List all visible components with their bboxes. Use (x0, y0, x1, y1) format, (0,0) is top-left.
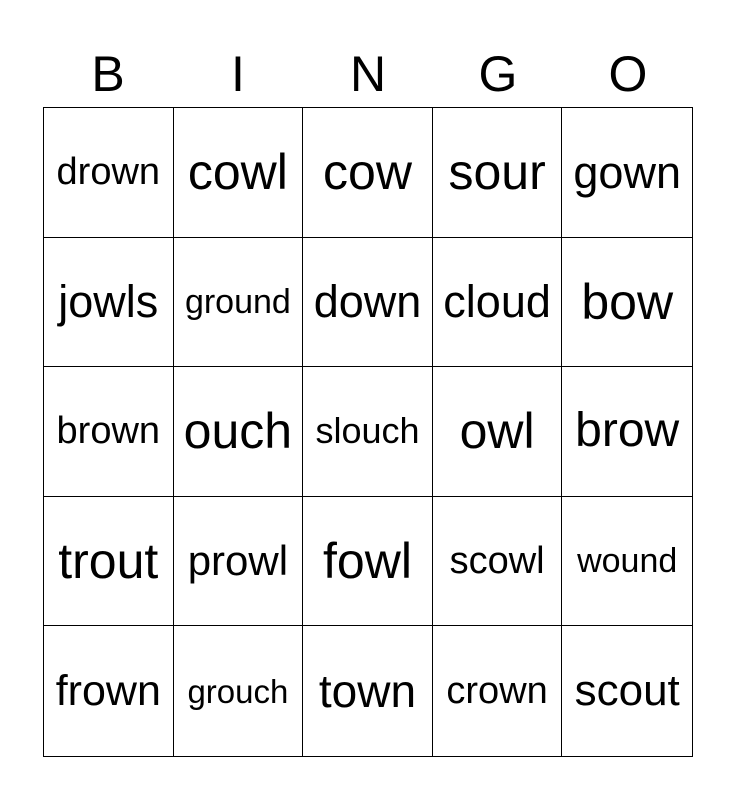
cell-word: ground (184, 282, 291, 321)
cell-word: scout (574, 666, 680, 716)
bingo-cell[interactable] (44, 367, 174, 497)
header-letter-i: I (231, 46, 245, 102)
bingo-cell[interactable] (44, 108, 174, 238)
bingo-cell[interactable] (433, 238, 563, 368)
cell-word: sour (448, 144, 546, 201)
cell-word: grouch (187, 672, 289, 710)
cell-word: gown (573, 146, 681, 198)
bingo-cell[interactable] (433, 108, 563, 238)
cell-word: drown (56, 151, 161, 194)
bingo-cell[interactable] (433, 497, 563, 627)
bingo-cell[interactable] (433, 626, 563, 756)
cell-word: trout (58, 533, 159, 590)
cell-word: cow (323, 144, 412, 201)
bingo-cell[interactable] (44, 626, 174, 756)
bingo-cell[interactable] (562, 108, 692, 238)
bingo-cell[interactable] (562, 367, 692, 497)
bingo-cell[interactable] (303, 108, 433, 238)
bingo-cell[interactable] (303, 238, 433, 368)
cell-word: cowl (187, 144, 288, 201)
cell-word: prowl (187, 537, 289, 585)
cell-word: wound (577, 542, 678, 581)
cell-word: brow (575, 404, 680, 458)
bingo-cell[interactable] (174, 626, 304, 756)
bingo-header (43, 42, 693, 106)
cell-word: town (318, 665, 417, 718)
cell-word: brown (56, 410, 161, 453)
bingo-cell[interactable] (174, 367, 304, 497)
cell-word: jowls (58, 276, 159, 328)
cell-word: fowl (323, 533, 412, 590)
cell-word: frown (55, 666, 161, 715)
bingo-card (43, 107, 693, 757)
bingo-cell[interactable] (303, 497, 433, 627)
bingo-cell[interactable] (562, 497, 692, 627)
bingo-cell[interactable] (303, 626, 433, 756)
cell-word: ouch (183, 403, 293, 460)
cell-word: owl (459, 403, 535, 460)
header-letter-g: G (478, 46, 518, 102)
bingo-cell[interactable] (303, 367, 433, 497)
bingo-cell[interactable] (562, 626, 692, 756)
bingo-cell[interactable] (562, 238, 692, 368)
cell-word: bow (581, 273, 674, 330)
cell-word: crown (446, 670, 548, 713)
header-letter-b: B (91, 46, 125, 102)
header-letter-o: O (608, 46, 648, 102)
bingo-cell[interactable] (174, 108, 304, 238)
bingo-cell[interactable] (44, 238, 174, 368)
cell-word: cloud (443, 276, 551, 328)
bingo-cell[interactable] (174, 497, 304, 627)
cell-word: down (313, 276, 422, 328)
bingo-cell[interactable] (44, 497, 174, 627)
bingo-cell[interactable] (433, 367, 563, 497)
bingo-cell[interactable] (174, 238, 304, 368)
cell-word: scowl (449, 540, 545, 583)
cell-word: slouch (315, 410, 420, 452)
header-letter-n: N (349, 46, 387, 102)
